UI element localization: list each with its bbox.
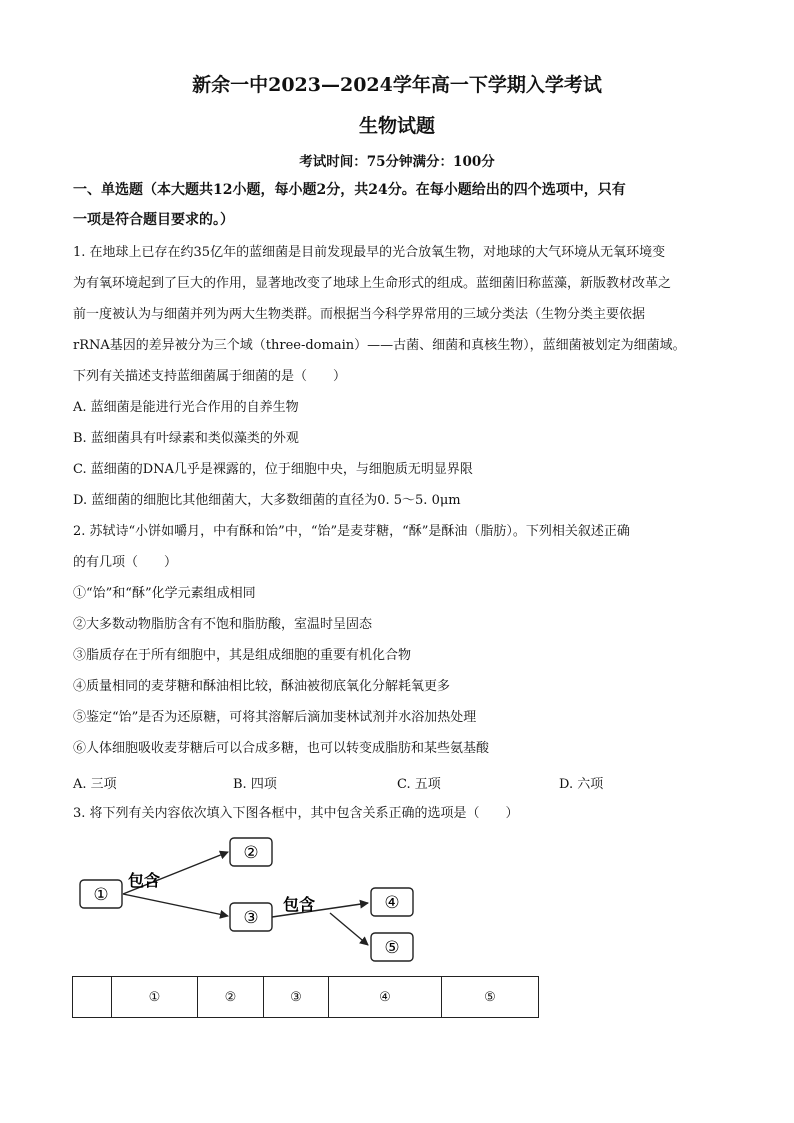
q1-option-b: B. 蓝细菌具有叶绿素和类似藻类的外观 bbox=[73, 431, 299, 446]
q1-option-a: A. 蓝细菌是能进行光合作用的自养生物 bbox=[73, 400, 299, 415]
q2-item: ②大多数动物脂肪含有不饱和脂肪酸，室温时呈固态 bbox=[73, 617, 373, 632]
contains-label-1: 包含 bbox=[128, 871, 161, 890]
diagram-label-3: ③ bbox=[243, 908, 259, 928]
q2-option-a: A. 三项 bbox=[73, 777, 117, 792]
q2-item: ⑥人体细胞吸收麦芽糖后可以合成多糖，也可以转变成脂肪和某些氨基酸 bbox=[73, 741, 490, 756]
arrow-3-to-5 bbox=[330, 913, 368, 945]
contains-label-2: 包含 bbox=[283, 895, 316, 914]
exam-info: 考试时间：75分钟满分：100分 bbox=[299, 154, 495, 170]
q1-line: rRNA基因的差异被分为三个域（three-domain）——古菌、细菌和真核生物），蓝细菌被划定为细菌域。 bbox=[73, 338, 686, 353]
q2-item: ①“饴”和“酥”化学元素组成相同 bbox=[73, 586, 256, 601]
section-heading-line2: 一项是符合题目要求的。） bbox=[73, 212, 234, 228]
q2-item: ③脂质存在于所有细胞中，其是组成细胞的重要有机化合物 bbox=[73, 648, 412, 663]
arrow-1-to-3 bbox=[123, 894, 228, 916]
q1-line: 前一度被认为与细菌并列为两大生物类群。而根据当今科学界常用的三域分类法（生物分类主要依据 bbox=[73, 307, 646, 322]
q1-option-c: C. 蓝细菌的DNA几乎是裸露的，位于细胞中央，与细胞质无明显界限 bbox=[73, 462, 473, 477]
q2-line: 2. 苏轼诗“小饼如嚼月，中有酥和饴”中，“饴”是麦芽糖，“酥”是酥油（脂肪）。下列相关叙述正确 bbox=[73, 524, 630, 539]
q2-line: 的有几项（ ） bbox=[73, 555, 178, 570]
q2-option-d: D. 六项 bbox=[559, 777, 604, 792]
q2-item: ④质量相同的麦芽糖和酥油相比较，酥油被彻底氧化分解耗氧更多 bbox=[73, 679, 451, 694]
diagram-label-2: ② bbox=[243, 843, 259, 863]
table-header-cell: ② bbox=[198, 977, 264, 1018]
table-row bbox=[73, 977, 539, 1018]
q2-option-c: C. 五项 bbox=[397, 777, 441, 792]
diagram-label-1: ① bbox=[93, 885, 109, 905]
table-header-cell: ③ bbox=[264, 977, 329, 1018]
diagram-label-5: ⑤ bbox=[384, 938, 400, 958]
answer-table bbox=[72, 976, 539, 1018]
table-header-cell: ① bbox=[112, 977, 198, 1018]
subject-title: 生物试题 bbox=[358, 115, 435, 137]
table-header-cell bbox=[73, 977, 112, 1018]
q1-line: 下列有关描述支持蓝细菌属于细菌的是（ ） bbox=[73, 369, 347, 384]
q1-line: 为有氧环境起到了巨大的作用，显著地改变了地球上生命形式的组成。蓝细菌旧称蓝藻，新版教材改革之 bbox=[73, 276, 672, 291]
table-header-cell: ④ bbox=[329, 977, 442, 1018]
q2-option-b: B. 四项 bbox=[233, 777, 277, 792]
diagram-label-4: ④ bbox=[384, 893, 400, 913]
exam-title: 新余一中2023—2024学年高一下学期入学考试 bbox=[192, 74, 602, 96]
q3-stem: 3. 将下列有关内容依次填入下图各框中，其中包含关系正确的选项是（ ） bbox=[73, 806, 519, 821]
q1-option-d: D. 蓝细菌的细胞比其他细菌大，大多数细菌的直径为0. 5～5. 0μm bbox=[73, 493, 461, 508]
section-heading-line1: 一、单选题（本大题共12小题，每小题2分，共24分。在每小题给出的四个选项中，只有 bbox=[73, 182, 626, 198]
q1-line: 1. 在地球上已存在约35亿年的蓝细菌是目前发现最早的光合放氧生物，对地球的大气环境从无氧环境变 bbox=[73, 245, 666, 260]
table-header-cell: ⑤ bbox=[442, 977, 539, 1018]
q2-item: ⑤鉴定“饴”是否为还原糖，可将其溶解后滴加斐林试剂并水浴加热处理 bbox=[73, 710, 477, 725]
